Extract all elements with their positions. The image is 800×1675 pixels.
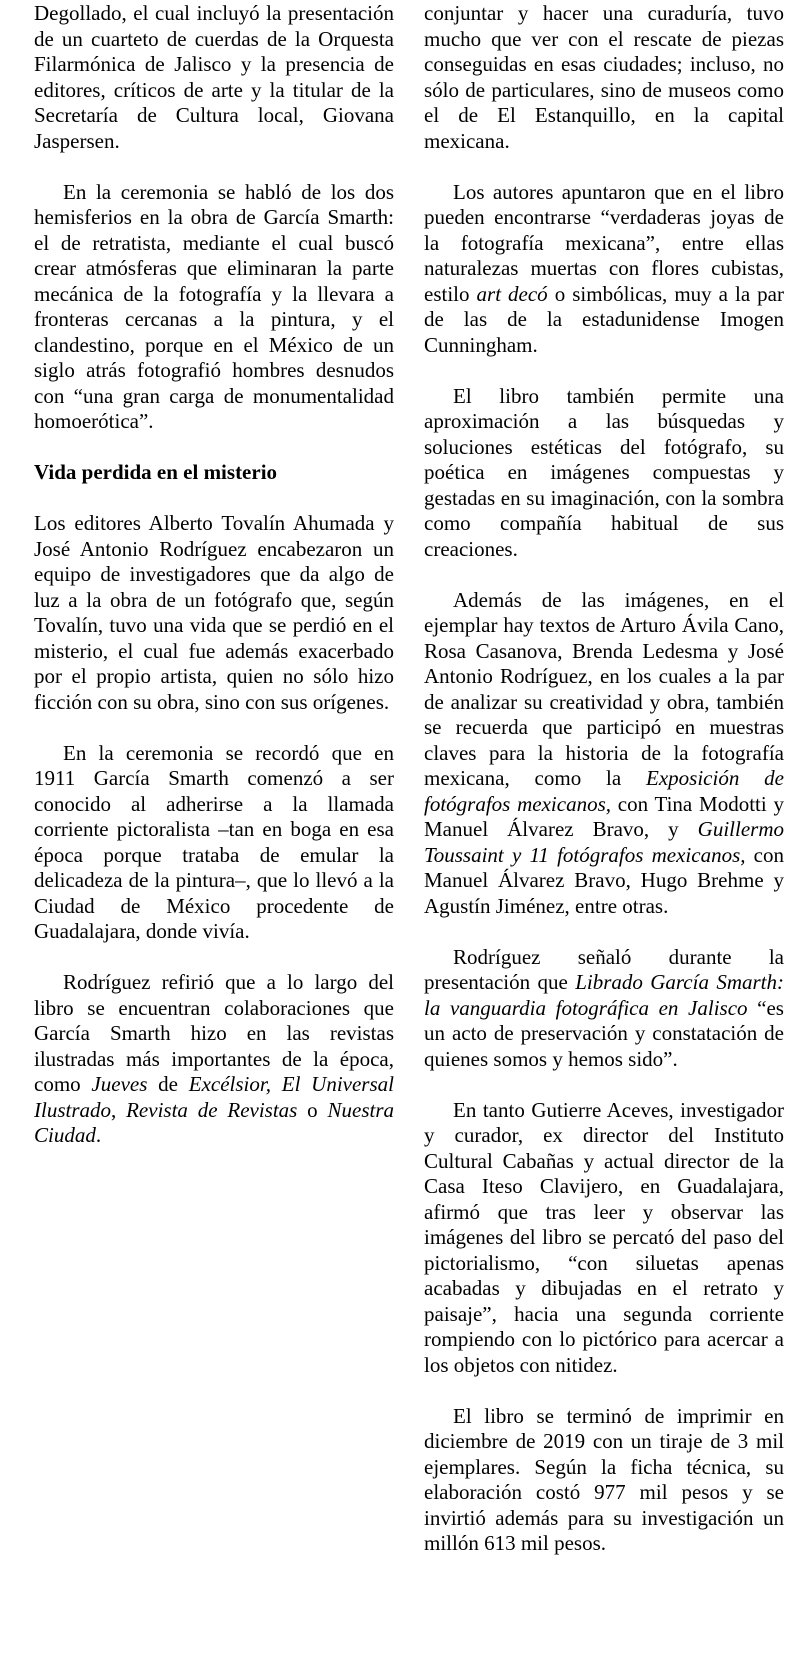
text-run: En la ceremonia se recordó que en 1911 García Smarth comenzó a ser conocido al adherirse a la llamada corriente pictoralista –tan en boga en esa época porque trataba de emular la delicadeza de la pintura–, que lo llevó a la Ciudad de México procedente de Guadalajara, donde vivía. [34, 740, 394, 943]
text-run: El libro se terminó de imprimir en diciembre de 2019 con un tiraje de 3 mil ejemplares. Según la ficha técnica, su elaboración costó 977 mil pesos y se invirtió además para su investigación un millón 613 mil pesos. [424, 1403, 784, 1555]
paragraph [424, 588, 784, 920]
italic-text-run: Librado García Smarth: la vanguardia fotográfica en Jalisco [424, 970, 784, 1020]
text-run: Vida perdida en el misterio [34, 460, 278, 484]
paragraph [34, 970, 394, 1149]
text-run: de [147, 1072, 189, 1096]
paragraph [424, 945, 784, 1073]
paragraph [424, 1098, 784, 1379]
text-run: “es un acto de preservación y constatación de quienes somos y hemos sido”. [424, 995, 784, 1071]
paragraph [34, 741, 394, 945]
paragraph [424, 1, 784, 154]
italic-text-run: Excélsior, El Universal Ilustrado [34, 1072, 394, 1122]
paragraph [34, 1, 394, 154]
text-run: Rodríguez refirió que a lo largo del libro se encuentran colaboraciones que García Smarth hizo en las revistas ilustradas más importantes de la época, como [34, 970, 394, 1096]
text-run: , [111, 1097, 127, 1122]
section-heading [34, 460, 394, 486]
text-run: o [297, 1097, 328, 1122]
italic-text-run: art decó [476, 281, 548, 306]
text-run: o simbólicas, muy a la par de las de la estadunidense Imogen Cunningham. [424, 281, 784, 357]
text-run: Los autores apuntaron que en el libro pueden encontrarse “verdaderas joyas de la fotografía mexicana”, entre ellas naturalezas muertas con flores cubistas, estilo [424, 179, 784, 306]
text-run: con Tina Modotti y Manuel Álvarez Bravo, y [424, 791, 784, 841]
text-run: En la ceremonia se habló de los dos hemisferios en la obra de García Smarth: el de retratista, mediante el cual buscó crear atmósferas que eliminaran la parte mecánica de la fotografía y la llevara a fronteras cercanas a la pintura, y el clandestino, porque en el México de un siglo atrás fotografió hombres desnudos con “una gran carga de monumentalidad homoerótica”. [34, 179, 394, 433]
text-run: El libro también permite una aproximación a las búsquedas y soluciones estéticas del fotógrafo, su poética en imágenes compuestas y gestadas en su imaginación, con la sombra como compañía habitual de sus creaciones. [424, 383, 784, 561]
italic-text-run: Nuestra Ciudad [34, 1097, 395, 1147]
paragraph [34, 511, 394, 715]
column-left [34, 1, 394, 1557]
text-run: Degollado, el cual incluyó la presentación de un cuarteto de cuerdas de la Orquesta Filarmónica de Jalisco y la presencia de editores, críticos de arte y la titular de la Secretaría de Cultura local, Giovana Jaspersen. [34, 1, 394, 153]
italic-text-run: Revista de Revistas [126, 1097, 298, 1122]
paragraph [34, 180, 394, 435]
text-run: conjuntar y hacer una curaduría, tuvo mucho que ver con el rescate de piezas conseguidas en esas ciudades; incluso, no sólo de particulares, sino de museos como el de El Estanquillo, en la capital mexicana. [424, 1, 784, 153]
text-run: En tanto Gutierre Aceves, investigador y curador, ex director del Instituto Cultural Cabañas y actual director de la Casa Iteso Clavijero, en Guadalajara, afirmó que tras leer y observar las imágenes del libro se percató del paso del pictorialismo, “con siluetas apenas acabadas y dibujadas en el retrato y paisaje”, hacia una segunda corriente rompiendo con lo pictórico para acercar a los objetos con nitidez. [424, 1097, 784, 1377]
column-right [424, 1, 784, 1557]
italic-text-run: Jueves [91, 1072, 148, 1096]
text-run: . [95, 1123, 102, 1147]
paragraph [424, 384, 784, 563]
text-run: con Manuel Álvarez Bravo, Hugo Brehme y Agustín Jiménez, entre otras. [424, 842, 785, 918]
italic-text-run: Exposición de fotógrafos mexicanos, [424, 766, 784, 816]
paragraph [424, 1404, 784, 1557]
paragraph [424, 180, 784, 359]
text-run: Los editores Alberto Tovalín Ahumada y José Antonio Rodríguez encabezaron un equipo de investigadores que da algo de luz a la obra de un fotógrafo que, según Tovalín, tuvo una vida que se perdió en el misterio, el cual fue además exacerbado por el propio artista, quien no sólo hizo ficción con su obra, sino con sus orígenes. [34, 511, 394, 714]
text-run: Rodríguez señaló durante la presentación que [424, 944, 784, 994]
text-run: Además de las imágenes, en el ejemplar hay textos de Arturo Ávila Cano, Rosa Casanova, Brenda Ledesma y José Antonio Rodríguez, en los cuales a la par de analizar su creatividad y obra, también se recuerda que participó en muestras claves para la historia de la fotografía mexicana, como la [424, 587, 784, 790]
italic-text-run: Guillermo Toussaint y 11 fotógrafos mexicanos, [424, 817, 784, 867]
